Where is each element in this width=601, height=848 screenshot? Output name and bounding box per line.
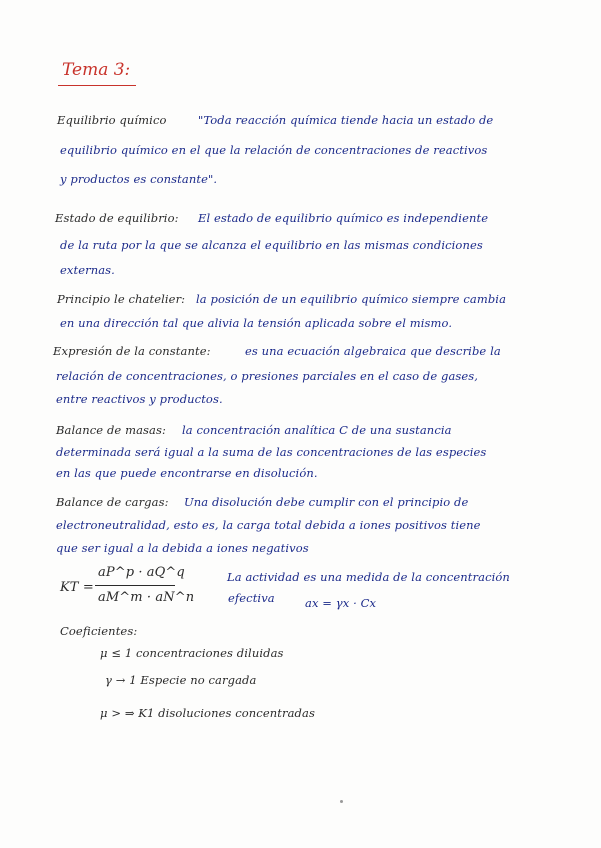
formula-lhs: KT = xyxy=(60,580,94,595)
text-line: la posición de un equilibrio químico siempre cambia xyxy=(196,292,507,306)
text-line: externas. xyxy=(60,263,115,277)
text-line: en las que puede encontrarse en disolución. xyxy=(56,466,318,480)
text-line: es una ecuación algebraica que describe la xyxy=(245,344,501,358)
ink-dot xyxy=(340,800,343,803)
text-line: relación de concentraciones, o presiones parciales en el caso de gases, xyxy=(56,369,479,383)
text-line: la concentración analítica C de una sustancia xyxy=(182,423,452,437)
text-line: El estado de equilibrio químico es independiente xyxy=(198,211,489,225)
text-line: determinada será igual a la suma de las concentraciones de las especies xyxy=(56,445,487,459)
activity-note: La actividad es una medida de la concentración xyxy=(227,570,510,584)
text-line: equilibrio químico en el que la relación de concentraciones de reactivos xyxy=(60,143,488,157)
fraction-bar xyxy=(95,585,175,586)
formula-denominator: aM^m · aN^n xyxy=(98,590,195,605)
coeficiente-item: μ > ⇒ K1 disoluciones concentradas xyxy=(100,706,315,720)
text-line: y productos es constante". xyxy=(60,172,218,186)
text-line: en una dirección tal que alivia la tensión aplicada sobre el mismo. xyxy=(60,316,453,330)
text-line: "Toda reacción química tiende hacia un estado de xyxy=(198,113,494,127)
page-title: Tema 3: xyxy=(62,60,131,80)
text-line: que ser igual a la debida a iones negativos xyxy=(56,541,309,555)
text-line: Una disolución debe cumplir con el principio de xyxy=(184,495,469,509)
term-expresion: Expresión de la constante: xyxy=(53,344,211,358)
coeficiente-item: γ → 1 Especie no cargada xyxy=(105,673,257,687)
coeficiente-item: μ ≤ 1 concentraciones diluidas xyxy=(100,646,284,660)
term-estado: Estado de equilibrio: xyxy=(55,211,179,225)
formula-numerator: aP^p · aQ^q xyxy=(98,565,185,580)
text-line: de la ruta por la que se alcanza el equilibrio en las mismas condiciones xyxy=(60,238,483,252)
title-underline xyxy=(58,85,136,86)
activity-note: efectiva xyxy=(228,591,275,605)
term-balance-masas: Balance de masas: xyxy=(56,423,166,437)
activity-formula: ax = γx · Cx xyxy=(305,596,377,610)
coeficientes-heading: Coeficientes: xyxy=(60,624,138,638)
text-line: electroneutralidad, esto es, la carga total debida a iones positivos tiene xyxy=(56,518,481,532)
term-balance-cargas: Balance de cargas: xyxy=(56,495,169,509)
text-line: entre reactivos y productos. xyxy=(56,392,223,406)
term-equilibrio: Equilibrio químico xyxy=(57,113,167,127)
term-principio: Principio le chatelier: xyxy=(57,292,186,306)
